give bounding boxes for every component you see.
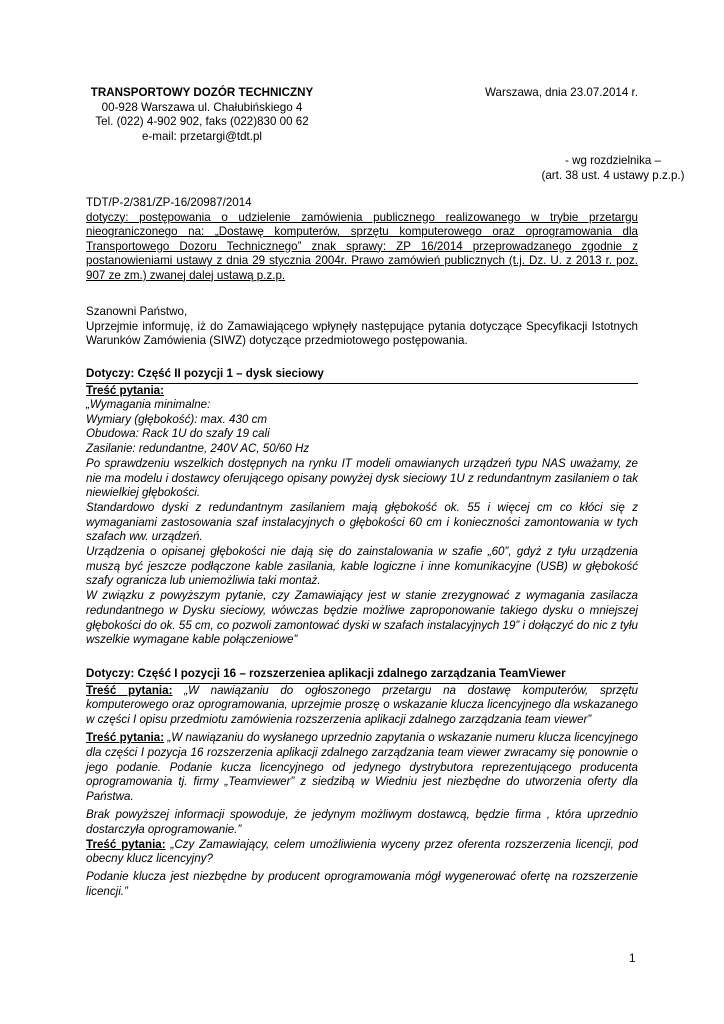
question-paragraph [86, 684, 638, 728]
page-number: 1 [629, 952, 636, 965]
question-text: „Czy Zamawiający, celem umożliwienia wyceny przez oferenta rozszerzenia licencji, pod obecny klucz licencyjny? [86, 837, 638, 866]
org-name: TRANSPORTOWY DOZÓR TECHNICZNY [90, 86, 314, 99]
question-label: Treść pytania: [86, 683, 173, 697]
intro-paragraph: Uprzejmie informuję, iż do Zamawiającego wpłynęły następujące pytania dotyczące Specyfikacji Istotnych Warunków Zamówienia (SIWZ) dotyczące przedmiotowego postępowania. [86, 319, 638, 347]
question-paragraph [86, 731, 638, 805]
question-paragraph [86, 838, 638, 867]
section-disk [86, 367, 638, 648]
distribution-note [528, 154, 698, 183]
greeting-block [86, 305, 638, 349]
section-heading: Dotyczy: Część II pozycji 1 – dysk sieciowy [86, 367, 324, 380]
question-text: „W nawiązaniu do wysłanego uprzednio zapytania o wskazanie numeru klucza licencyjnego dla części I pozycja 16 rozszerzenia aplikacji zdalnego zarządzania team viewer zwracamy się ponownie o jego podanie. Podanie kucza licencyjnego od jedynego dystrybutora reprezentującego producenta oprogramowania tj. firmy „Teamviewer” z siedzibą w Wiedniu jest niezbędne do utworzenia oferty dla Państwa. [86, 731, 639, 803]
requirement-line: Wymiary (głębokość): max. 430 cm [86, 412, 268, 426]
sender-block [86, 86, 318, 144]
distribution-line: (art. 38 ust. 4 ustawy p.z.p.) [541, 168, 685, 182]
org-address: 00-928 Warszawa ul. Chałubińskiego 4 [101, 100, 303, 114]
question-paragraph: Brak powyższej informacji spowoduje, że jedynym możliwym dostawcą, będzie firma , która uprzednio dostarczyła oprogramowanie.” [86, 808, 638, 836]
case-number: TDT/P-2/381/ZP-16/20987/2014 [86, 196, 252, 209]
question-paragraph: Po sprawdzeniu wszelkich dostępnych na rynku IT modeli omawianych urządzeń typu NAS uważamy, ze nie ma modelu i dostawcy oferującego opisany powyżej dysk sieciowy 1U z redundantnym zasilaniem o tak niewielkiej głębokości. [86, 456, 638, 500]
requirement-line: Obudowa: Rack 1U do szafy 19 cali [86, 427, 270, 441]
reference-block [86, 196, 638, 283]
section-heading: Dotyczy: Część I pozycji 16 – rozszerzeniea aplikacji zdalnego zarządzania TeamViewer [86, 667, 566, 680]
question-paragraph: Standardowo dyski z redundantnym zasilaniem mają głębokość ok. 55 i więcej cm co kłóci się z wymaganiami zastosowania szaf instalacyjnych o głębokości 60 cm i konieczności zamontowania w tych szafach ww. urządzeń. [86, 500, 638, 544]
question-label: Treść pytania: [86, 383, 164, 397]
question-label: Treść pytania: [86, 731, 165, 745]
question-paragraph: W związku z powyższym pytanie, czy Zamawiający jest w stanie zrezygnować z wymagania zasilacza redundantnego w Dysku sieciowy, wówczas będzie możliwe zaproponowanie takiego dysku o mniejszej głębokości do ok. 55 cm, co pozwoli zamontować dyski w szafach instalacyjnych 19” i dołączyć do nic z tyłu wszelkie wymagane kable połączeniowe” [86, 589, 638, 647]
question-paragraph: Urządzenia o opisanej głębokości nie dają się do zainstalowania w szafie „60”, gdyż z tyłu urządzenia muszą być jeszcze podłączone kable zasilania, kable logiczne i inne komunikacyjne (USB) w głębokość szafy ogranicza lub uniemożliwia taki montaż. [86, 545, 638, 588]
subject-line: dotyczy: postępowania o udzielenie zamówienia publicznego realizowanego w trybie przetargu nieograniczonego na: „Dostawę komputerów, sprzętu komputerowego oraz oprogramowania dla Transportowego Dozoru Technicznego” znak sprawy: ZP 16/2014 przeprowadzanego zgodnie z postanowieniami ustawy z dnia 29 stycznia 2004r. Prawo zamówień publicznych (t.j. Dz. U. z 2013 r. poz. 907 ze zm.) zwanej dalej ustawą p.z.p. [86, 210, 638, 282]
section-teamviewer [86, 667, 638, 900]
requirement-line: „Wymagania minimalne: [86, 398, 211, 411]
question-text: „W nawiązaniu do ogłoszonego przetargu na dostawę komputerów, sprzętu komputerowego oraz oprogramowania, uprzejmie proszę o wskazanie klucza licencyjnego dla wskazanego w części I opisu przedmiotu zamówienia rozszerzenia aplikacji zdalnego zarządzania team viewer” [86, 683, 638, 726]
requirement-line: Zasilanie: redundantne, 240V AC, 50/60 Hz [86, 442, 310, 456]
letter-header [86, 86, 638, 146]
distribution-line: - wg rozdzielnika – [564, 154, 661, 167]
salutation: Szanowni Państwo, [86, 305, 188, 318]
org-email: e-mail: przetargi@tdt.pl [141, 129, 263, 143]
question-label: Treść pytania: [86, 837, 166, 851]
org-phone: Tel. (022) 4-902 902, faks (022)830 00 62 [95, 115, 309, 128]
letter-date: Warszawa, dnia 23.07.2014 r. [485, 86, 638, 99]
question-paragraph: Podanie klucza jest niezbędne by producent oprogramowania mógł wygenerować ofertę na rozszerzenie licencji.” [86, 870, 638, 899]
